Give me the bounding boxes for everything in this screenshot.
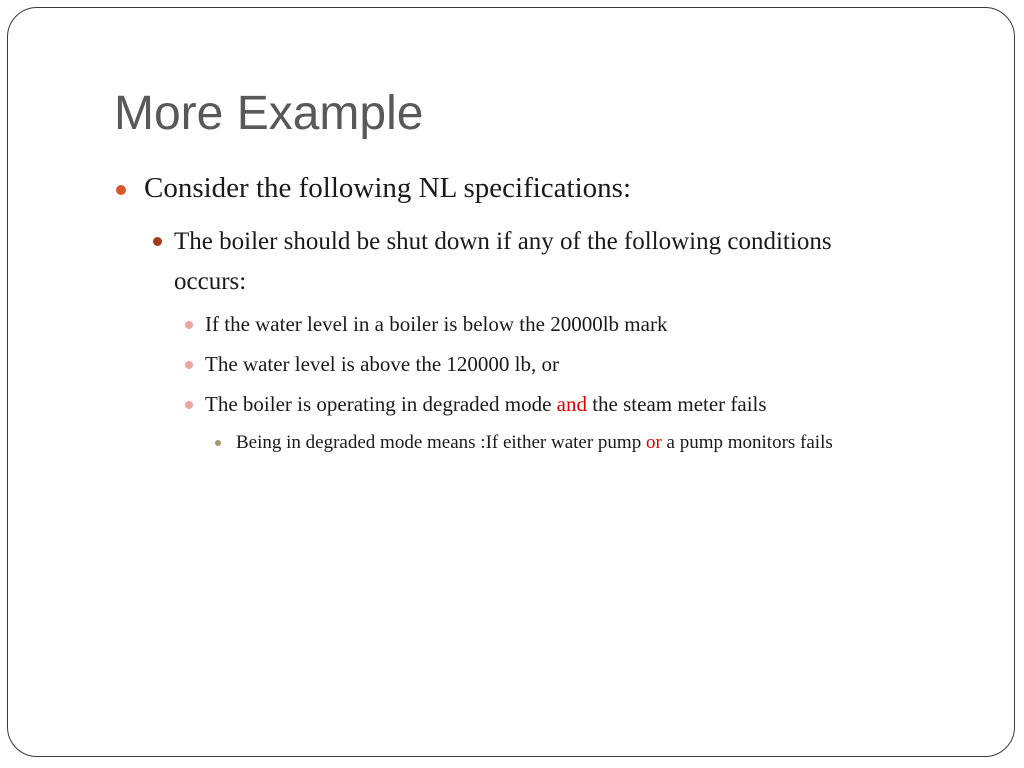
bullet-water-level-below: If the water level in a boiler is below the 20000lb mark <box>205 312 668 336</box>
text-definition-before: Being in degraded mode means :If either water pump <box>236 432 646 453</box>
bullet-consider-specifications: Consider the following NL specifications: <box>144 172 631 204</box>
bullet-dot-level1 <box>116 185 126 195</box>
text-degraded-before: The boiler is operating in degraded mode <box>205 392 557 416</box>
bullet-boiler-shutdown: The boiler should be shut down if any of the following conditions occurs: <box>174 228 832 295</box>
bullet-dot-level3-1 <box>185 321 193 329</box>
keyword-and: and <box>556 392 587 416</box>
keyword-or: or <box>645 432 662 453</box>
bullet-dot-level2 <box>153 237 162 246</box>
bullet-dot-level4 <box>215 440 221 446</box>
slide-title: More Example <box>114 87 424 140</box>
text-definition-after: a pump monitors fails <box>661 432 833 453</box>
bullet-degraded-mode-steam-meter <box>205 392 767 417</box>
bullet-dot-level3-3 <box>185 401 193 409</box>
bullet-degraded-mode-definition <box>236 432 833 454</box>
bullet-water-level-above: The water level is above the 120000 lb, or <box>205 352 559 376</box>
bullet-dot-level3-2 <box>185 361 193 369</box>
text-degraded-after: the steam meter fails <box>586 392 767 416</box>
